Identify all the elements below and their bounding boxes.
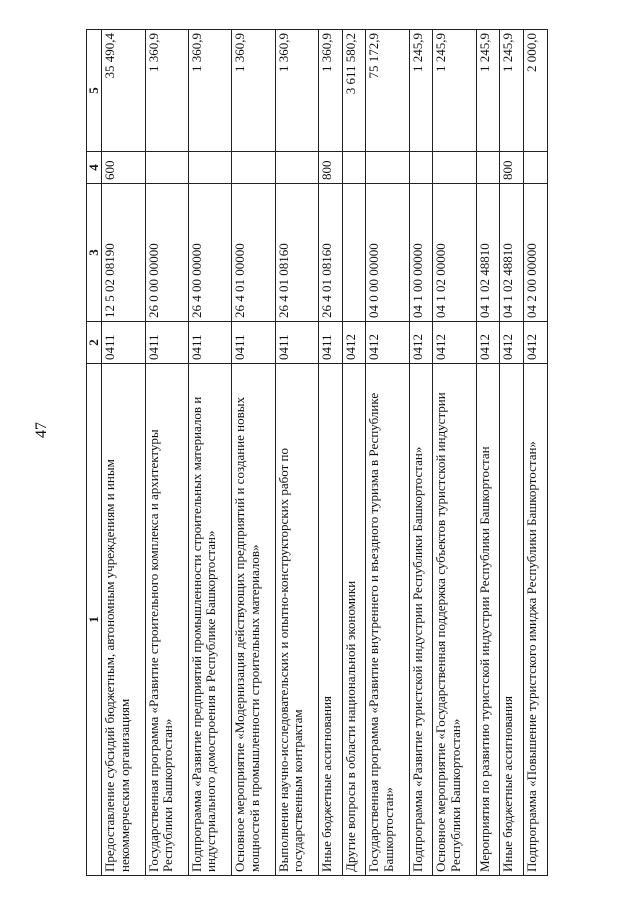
row-target-article: 26 4 00 00000 <box>188 184 231 322</box>
row-target-article: 04 1 02 00000 <box>433 184 476 322</box>
row-amount: 35 490,4 <box>102 30 145 152</box>
row-name: Подпрограмма «Развитие туристской индустрии Республики Башкортостан» <box>409 364 433 876</box>
table-row <box>476 30 500 876</box>
row-amount: 1 360,9 <box>318 30 342 152</box>
table-row <box>318 30 342 876</box>
row-amount: 1 245,9 <box>409 30 433 152</box>
row-section-code: 0412 <box>524 322 548 364</box>
row-target-article: 12 5 02 08190 <box>102 184 145 322</box>
table-row <box>524 30 548 876</box>
row-expense-type <box>342 152 366 184</box>
row-target-article: 04 1 02 48810 <box>500 184 524 322</box>
row-amount: 2 000,0 <box>524 30 548 152</box>
row-section-code: 0412 <box>409 322 433 364</box>
row-target-article: 26 4 01 08160 <box>275 184 318 322</box>
header-col-2: 2 <box>87 322 102 364</box>
row-name: Другие вопросы в области национальной экономики <box>342 364 366 876</box>
row-name: Предоставление субсидий бюджетным, автономным учреждениям и иным некоммерческим организациям <box>102 364 145 876</box>
rotated-page-content <box>86 30 548 876</box>
row-amount: 1 360,9 <box>275 30 318 152</box>
row-target-article: 26 4 01 08160 <box>318 184 342 322</box>
row-amount: 1 360,9 <box>145 30 188 152</box>
row-expense-type: 600 <box>102 152 145 184</box>
row-expense-type <box>145 152 188 184</box>
row-target-article: 26 0 00 00000 <box>145 184 188 322</box>
header-col-5: 5 <box>87 30 102 152</box>
row-amount: 3 611 580,2 <box>342 30 366 152</box>
row-section-code: 0412 <box>366 322 409 364</box>
row-amount: 1 245,9 <box>500 30 524 152</box>
row-amount: 1 245,9 <box>433 30 476 152</box>
row-section-code: 0411 <box>275 322 318 364</box>
table-row <box>188 30 231 876</box>
row-target-article: 04 0 00 00000 <box>366 184 409 322</box>
table-row <box>275 30 318 876</box>
row-name: Основное мероприятие «Государственная поддержка субъектов туристской индустрии Республики Башкортостан» <box>433 364 476 876</box>
row-target-article: 04 1 02 48810 <box>476 184 500 322</box>
table-row <box>102 30 145 876</box>
budget-table <box>86 29 548 876</box>
row-amount: 75 172,9 <box>366 30 409 152</box>
row-expense-type <box>232 152 275 184</box>
row-name: Подпрограмма «Развитие предприятий промышленности строительных материалов и индустриального домостроения в Республике Башкортостан» <box>188 364 231 876</box>
table-header-row <box>87 30 102 876</box>
row-expense-type: 800 <box>318 152 342 184</box>
row-name: Государственная программа «Развитие внутреннего и въездного туризма в Республике Башкортостан» <box>366 364 409 876</box>
row-name: Мероприятия по развитию туристской индустрии Республики Башкортостан <box>476 364 500 876</box>
table-row <box>500 30 524 876</box>
row-section-code: 0412 <box>342 322 366 364</box>
row-expense-type: 800 <box>500 152 524 184</box>
row-section-code: 0412 <box>433 322 476 364</box>
row-expense-type <box>524 152 548 184</box>
row-target-article: 04 1 00 00000 <box>409 184 433 322</box>
row-amount: 1 360,9 <box>232 30 275 152</box>
row-name: Основное мероприятие «Модернизация действующих предприятий и создание новых мощностей в промышленности строительных материалов» <box>232 364 275 876</box>
row-expense-type <box>476 152 500 184</box>
row-section-code: 0412 <box>476 322 500 364</box>
table-row <box>232 30 275 876</box>
row-section-code: 0411 <box>102 322 145 364</box>
row-name: Иные бюджетные ассигнования <box>500 364 524 876</box>
row-section-code: 0412 <box>500 322 524 364</box>
row-expense-type <box>433 152 476 184</box>
row-amount: 1 245,9 <box>476 30 500 152</box>
row-section-code: 0411 <box>145 322 188 364</box>
table-row <box>409 30 433 876</box>
row-target-article <box>342 184 366 322</box>
row-name: Выполнение научно-исследовательских и опытно-конструкторских работ по государственным контрактам <box>275 364 318 876</box>
table-row <box>342 30 366 876</box>
header-col-1: 1 <box>87 364 102 876</box>
row-amount: 1 360,9 <box>188 30 231 152</box>
row-section-code: 0411 <box>232 322 275 364</box>
header-col-4: 4 <box>87 152 102 184</box>
row-target-article: 26 4 01 00000 <box>232 184 275 322</box>
row-expense-type <box>188 152 231 184</box>
table-row <box>433 30 476 876</box>
row-expense-type <box>366 152 409 184</box>
table-row <box>145 30 188 876</box>
row-expense-type <box>275 152 318 184</box>
row-name: Иные бюджетные ассигнования <box>318 364 342 876</box>
row-section-code: 0411 <box>318 322 342 364</box>
header-col-3: 3 <box>87 184 102 322</box>
row-name: Государственная программа «Развитие строительного комплекса и архитектуры Республики Башкортостан» <box>145 364 188 876</box>
row-expense-type <box>409 152 433 184</box>
table-row <box>366 30 409 876</box>
row-target-article: 04 2 00 00000 <box>524 184 548 322</box>
page-number: 47 <box>33 422 50 438</box>
row-section-code: 0411 <box>188 322 231 364</box>
row-name: Подпрограмма «Повышение туристского имиджа Республики Башкортостан» <box>524 364 548 876</box>
